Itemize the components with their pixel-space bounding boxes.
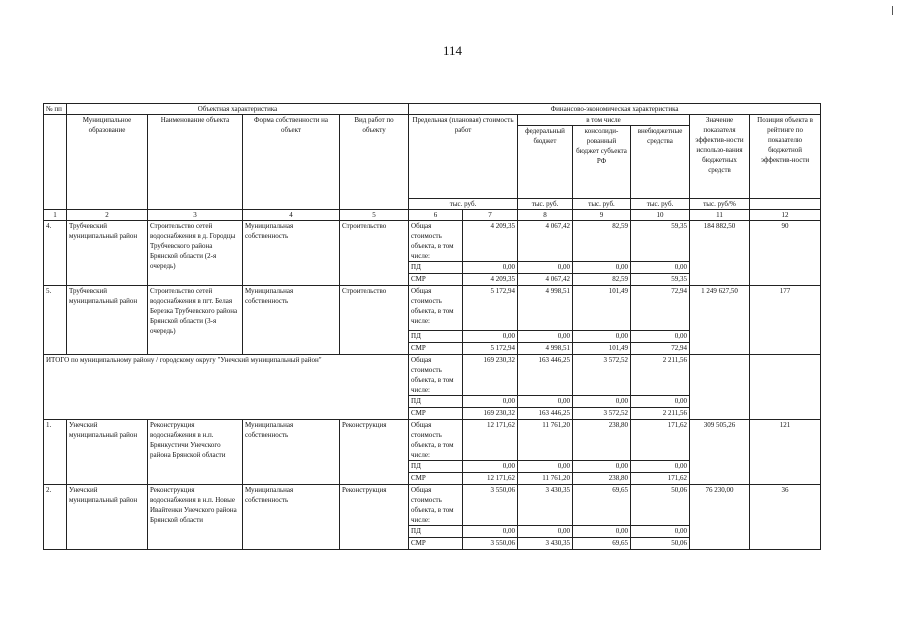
cell-pd-extrabudget: 0,00 [631, 526, 690, 538]
cell-smr-cost: 5 172,94 [463, 343, 518, 355]
col-number: 2 [67, 210, 148, 221]
cell-smr-federal: 11 761,20 [518, 473, 573, 485]
label-smr: СМР [409, 538, 463, 550]
row-work-type: Строительство [340, 221, 409, 286]
label-smr: СМР [409, 473, 463, 485]
row-ownership: Муниципальная собственность [243, 221, 340, 286]
cell-pd-federal: 0,00 [518, 396, 573, 408]
cell-pd-consolidated: 0,00 [573, 331, 631, 343]
row-municipality: Унечский муниципальный район [67, 485, 148, 550]
label-total: Общая стоимость объекта, в том числе: [409, 420, 463, 461]
row-ownership: Муниципальная собственность [243, 420, 340, 485]
cell-smr-consolidated: 3 572,52 [573, 408, 631, 420]
cell-pd-federal: 0,00 [518, 262, 573, 274]
label-total: Общая стоимость объекта, в том числе: [409, 485, 463, 526]
cell-federal: 3 430,35 [518, 485, 573, 526]
row-object-name: Реконструкция водоснабжения в н.п. Новые Ивайтенки Унечского района Брянской области [148, 485, 243, 550]
page-number: 114 [442, 43, 463, 58]
cell-smr-federal: 3 430,35 [518, 538, 573, 550]
row-ownership: Муниципальная собственность [243, 286, 340, 355]
cell-smr-cost: 169 230,32 [463, 408, 518, 420]
unit-cons: тыс. руб. [573, 199, 631, 210]
cell-extrabudget: 72,94 [631, 286, 690, 331]
cell-smr-cost: 3 550,06 [463, 538, 518, 550]
cell-total-cost: 12 171,62 [463, 420, 518, 461]
cell-smr-consolidated: 69,65 [573, 538, 631, 550]
hdr-extrabudget: внебюджетные средства [631, 126, 690, 199]
row-number: 2. [44, 485, 67, 550]
label-smr: СМР [409, 408, 463, 420]
label-pd: ПД [409, 331, 463, 343]
row-municipality: Трубчевский муниципальный район [67, 286, 148, 355]
col-number: 10 [631, 210, 690, 221]
cell-pd-consolidated: 0,00 [573, 461, 631, 473]
cell-pd-extrabudget: 0,00 [631, 331, 690, 343]
col-number: 8 [518, 210, 573, 221]
cell-pd-extrabudget: 0,00 [631, 396, 690, 408]
hdr-consolidated: консолиди-рованный бюджет субъекта РФ [573, 126, 631, 199]
row-work-type: Реконструкция [340, 420, 409, 485]
cell-pd-cost: 0,00 [463, 262, 518, 274]
hdr-name: Наименование объекта [148, 115, 243, 210]
hdr-federal: федеральный бюджет [518, 126, 573, 199]
unit-fed: тыс. руб. [518, 199, 573, 210]
cell-pd-extrabudget: 0,00 [631, 461, 690, 473]
row-municipality: Трубчевский муниципальный район [67, 221, 148, 286]
cell-position: 177 [750, 286, 821, 355]
row-object-name: Строительство сетей водоснабжения в д. Городцы Трубчевского района Брянской области (2-я очередь) [148, 221, 243, 286]
cell-pd-federal: 0,00 [518, 526, 573, 538]
cell-consolidated: 69,65 [573, 485, 631, 526]
financial-table [43, 103, 821, 550]
cell-pd-cost: 0,00 [463, 331, 518, 343]
hdr-including: в том числе [518, 115, 690, 126]
label-pd: ПД [409, 526, 463, 538]
row-ownership: Муниципальная собственность [243, 485, 340, 550]
col-number: 3 [148, 210, 243, 221]
cell-position: 121 [750, 420, 821, 485]
cell-smr-federal: 4 067,42 [518, 274, 573, 286]
cell-pd-consolidated: 0,00 [573, 262, 631, 274]
col-number: 6 [409, 210, 463, 221]
hdr-work-type: Вид работ по объекту [340, 115, 409, 210]
cell-indicator: 76 230,00 [690, 485, 750, 550]
hdr-mun: Муниципальное образование [67, 115, 148, 210]
cell-position: 90 [750, 221, 821, 286]
unit-ind: тыс. руб/% [690, 199, 750, 210]
cell-pd-consolidated: 0,00 [573, 526, 631, 538]
cell-extrabudget: 59,35 [631, 221, 690, 262]
col-number: 12 [750, 210, 821, 221]
cell-extrabudget: 171,62 [631, 420, 690, 461]
cell-federal: 4 067,42 [518, 221, 573, 262]
cell-smr-extrabudget: 50,06 [631, 538, 690, 550]
cell-federal: 163 446,25 [518, 355, 573, 396]
cell-consolidated: 82,59 [573, 221, 631, 262]
row-object-name: Строительство сетей водоснабжения в пгт. Белая Березка Трубчевского района Брянской области (3-я очередь) [148, 286, 243, 355]
label-total: Общая стоимость объекта, в том числе: [409, 355, 463, 396]
cell-total-cost: 5 172,94 [463, 286, 518, 331]
cell-total-cost: 4 209,35 [463, 221, 518, 262]
label-smr: СМР [409, 274, 463, 286]
cell-indicator: 309 505,26 [690, 420, 750, 485]
col-number: 5 [340, 210, 409, 221]
hdr-indicator: Значение показателя эффектив-ности использо-вания бюджетных средств [690, 115, 750, 199]
label-smr: СМР [409, 343, 463, 355]
label-total: Общая стоимость объекта, в том числе: [409, 286, 463, 331]
cell-pd-federal: 0,00 [518, 331, 573, 343]
cell-smr-consolidated: 101,49 [573, 343, 631, 355]
cell-pd-consolidated: 0,00 [573, 396, 631, 408]
cell-consolidated: 3 572,52 [573, 355, 631, 396]
row-number: 1. [44, 420, 67, 485]
label-total: Общая стоимость объекта, в том числе: [409, 221, 463, 262]
row-work-type: Строительство [340, 286, 409, 355]
scan-edge-mark [892, 6, 893, 15]
cell-indicator: 1 249 627,50 [690, 286, 750, 355]
hdr-limit-cost: Предельная (плановая) стоимость работ [409, 115, 518, 199]
cell-smr-extrabudget: 72,94 [631, 343, 690, 355]
cell-total-cost: 169 230,32 [463, 355, 518, 396]
cell-consolidated: 238,80 [573, 420, 631, 461]
cell-pd-extrabudget: 0,00 [631, 262, 690, 274]
hdr-object-char: Объектная характеристика [67, 104, 409, 115]
row-work-type: Реконструкция [340, 485, 409, 550]
hdr-fin-char: Финансово-экономическая характеристика [409, 104, 821, 115]
cell-smr-federal: 163 446,25 [518, 408, 573, 420]
cell-pd-federal: 0,00 [518, 461, 573, 473]
col-number: 4 [243, 210, 340, 221]
cell-position: 36 [750, 485, 821, 550]
cell-smr-extrabudget: 2 211,56 [631, 408, 690, 420]
cell-federal: 11 761,20 [518, 420, 573, 461]
cell-consolidated: 101,49 [573, 286, 631, 331]
cell-indicator: 184 882,50 [690, 221, 750, 286]
cell-smr-consolidated: 82,59 [573, 274, 631, 286]
cell-pd-cost: 0,00 [463, 396, 518, 408]
col-number: 9 [573, 210, 631, 221]
cell-pd-cost: 0,00 [463, 526, 518, 538]
cell-smr-consolidated: 238,80 [573, 473, 631, 485]
row-municipality: Унечский муниципальный район [67, 420, 148, 485]
label-pd: ПД [409, 262, 463, 274]
label-pd: ПД [409, 461, 463, 473]
row-number: 5. [44, 286, 67, 355]
hdr-no: № пп [44, 104, 67, 115]
unit-limit: тыс. руб. [409, 199, 518, 210]
col-number: 1 [44, 210, 67, 221]
cell-smr-federal: 4 998,51 [518, 343, 573, 355]
cell-total-cost: 3 550,06 [463, 485, 518, 526]
cell-extrabudget: 2 211,56 [631, 355, 690, 396]
cell-smr-cost: 4 209,35 [463, 274, 518, 286]
cell-federal: 4 998,51 [518, 286, 573, 331]
cell-smr-extrabudget: 59,35 [631, 274, 690, 286]
cell-extrabudget: 50,06 [631, 485, 690, 526]
row-number: 4. [44, 221, 67, 286]
hdr-ownership: Форма собственности на объект [243, 115, 340, 210]
col-number: 11 [690, 210, 750, 221]
unit-extra: тыс. руб. [631, 199, 690, 210]
itogo-label: ИТОГО по муниципальному району / городскому округу "Унечский муниципальный район" [44, 355, 409, 420]
cell-pd-cost: 0,00 [463, 461, 518, 473]
col-number: 7 [463, 210, 518, 221]
cell-smr-cost: 12 171,62 [463, 473, 518, 485]
cell-smr-extrabudget: 171,62 [631, 473, 690, 485]
hdr-position: Позиция объекта в рейтинге по показателю бюджетной эффектив-ности [750, 115, 821, 199]
label-pd: ПД [409, 396, 463, 408]
row-object-name: Реконструкция водоснабжения в н.п. Брянкустичи Унечского района Брянской области [148, 420, 243, 485]
